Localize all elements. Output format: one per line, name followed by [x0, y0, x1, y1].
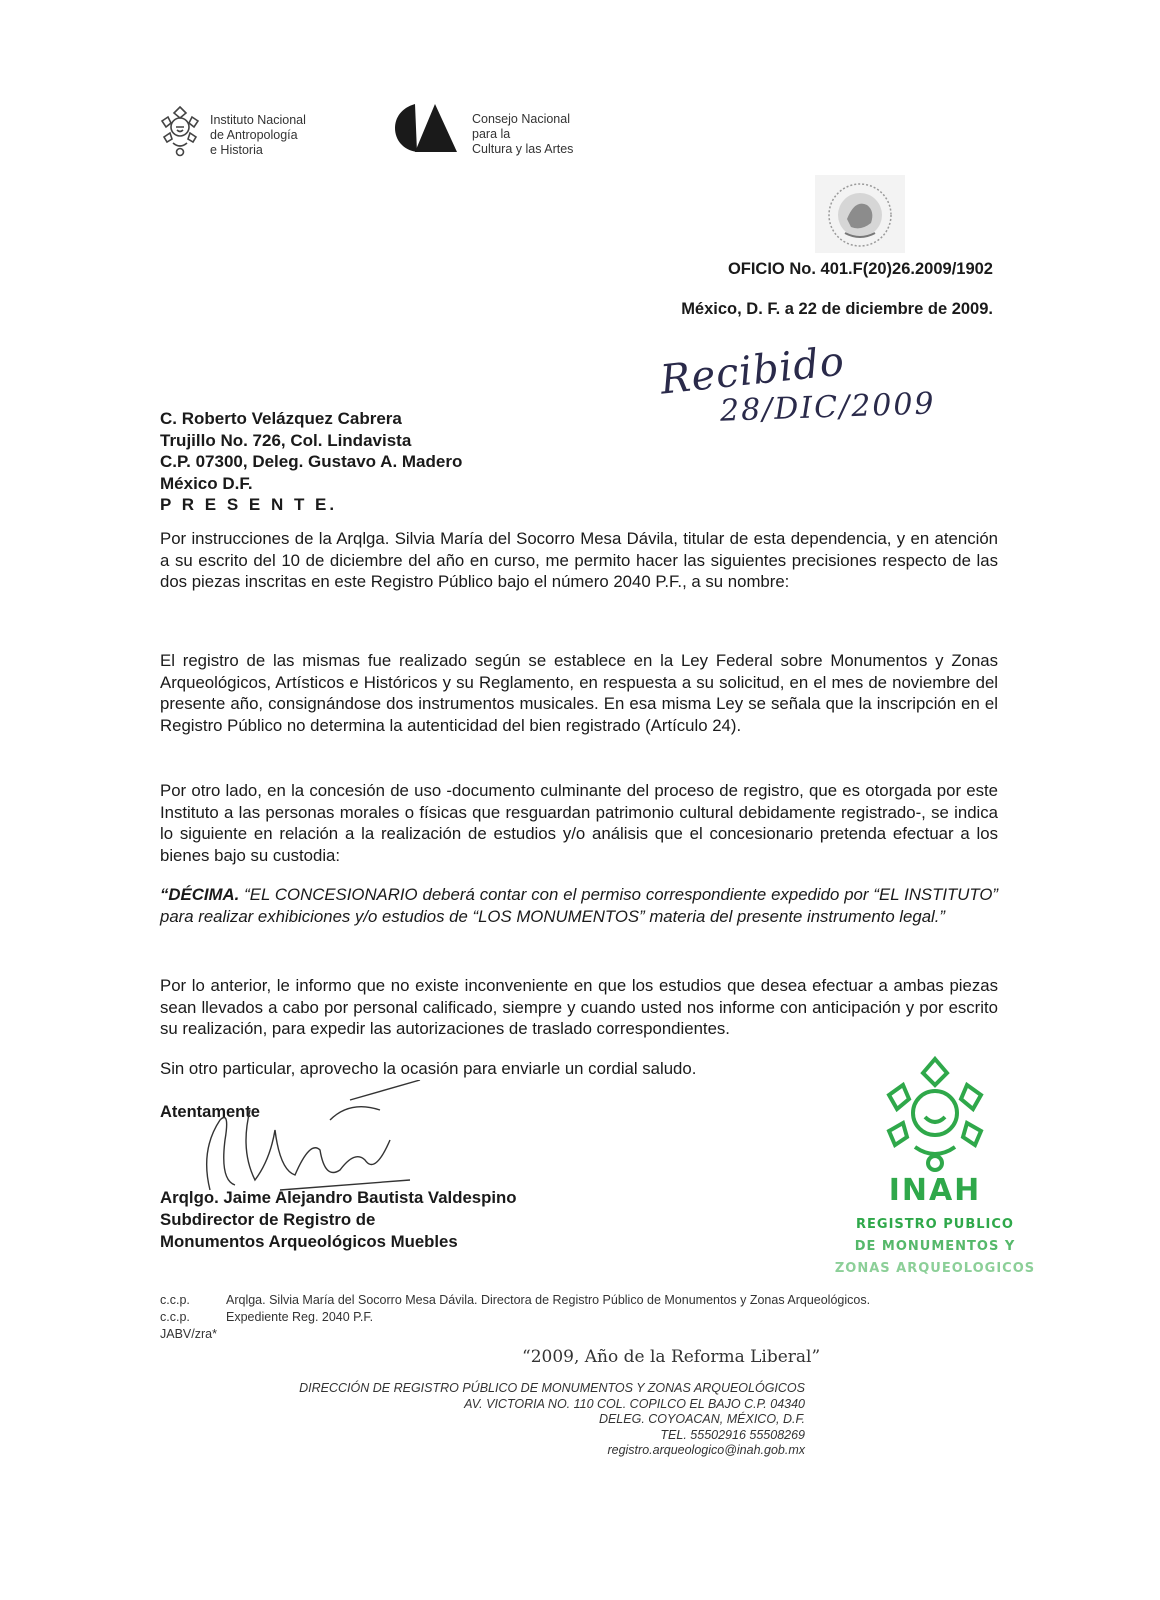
- ccp-line: c.c.p. Expediente Reg. 2040 P.F.: [160, 1310, 374, 1324]
- mexico-seal-icon: [815, 175, 905, 253]
- recipient-line: C. Roberto Velázquez Cabrera: [160, 409, 402, 428]
- signature-icon: [180, 1080, 440, 1200]
- paragraph-2: El registro de las mismas fue realizado según se establece en la Ley Federal sobre Monumentos y Zonas Arqueológicos, Artísticos e Históricos y su Reglamento, en respuesta a su solicitud, en el mes de noviembre del presente año, consignándose dos instrumentos musicales. En esa misma Ley se señala que la inscripción en el Registro Público no determina la autenticidad del bien registrado (Artículo 24).: [160, 651, 998, 735]
- signer-block: [160, 1187, 517, 1253]
- paragraph-3: Por otro lado, en la concesión de uso -documento culminante del proceso de registro, que es otorgada por este Instituto a las personas morales o físicas que resguardan patrimonio cultural debidamente registrado-, se indica lo siguiente en relación a la realización de estudios y/o análisis que el concesionario pretenda efectuar a los bienes bajo su custodia:: [160, 781, 998, 865]
- stamp-line: ZONAS ARQUEOLOGICOS: [834, 1261, 1036, 1276]
- footer-address: DIRECCIÓN DE REGISTRO PÚBLICO DE MONUMENTOS Y ZONAS ARQUEOLÓGICOS AV. VICTORIA NO. 110 COL. COPILCO EL BAJO C.P. 04340 DELEG. COYOACAN, MÉXICO, D.F. TEL. 55502916 55508269 registro.arqueologico@inah.gob.mx: [299, 1381, 805, 1457]
- signer-name: Arqlgo. Jaime Alejandro Bautista Valdespino: [160, 1188, 517, 1207]
- paragraph-1: Por instrucciones de la Arqlga. Silvia María del Socorro Mesa Dávila, titular de esta dependencia, y en atención a su escrito del 10 de diciembre del año en curso, me permito hacer las siguientes precisiones respecto de las dos piezas inscritas en este Registro Público bajo el número 2040 P.F., a su nombre:: [160, 529, 998, 592]
- year-motto: “2009, Año de la Reforma Liberal”: [522, 1347, 821, 1367]
- footer-email[interactable]: registro.arqueologico@inah.gob.mx: [607, 1443, 805, 1457]
- handwritten-received-date: 28/DIC/2009: [719, 386, 937, 429]
- signer-title: Monumentos Arqueológicos Muebles: [160, 1232, 458, 1251]
- paragraph-5: Por lo anterior, le informo que no existe inconveniente en que los estudios que desea efectuar a ambas piezas sean llevados a cabo por personal calificado, siempre y cuando usted nos informe con anticipación y por escrito su realización, para expedir las autorizaciones de traslado correspondientes.: [160, 976, 998, 1039]
- recipient-line: C.P. 07300, Deleg. Gustavo A. Madero: [160, 452, 463, 471]
- recipient-block: [160, 408, 462, 516]
- presente: P R E S E N T E.: [160, 495, 338, 514]
- clause-text: “EL CONCESIONARIO deberá contar con el permiso correspondiente expedido por “EL INSTITUTO” para realizar exhibiciones y/o estudios de “LOS MONUMENTOS” materia del presente instrumento legal.”: [160, 885, 998, 926]
- inah-logo-icon: [158, 105, 202, 157]
- stamp-emblem-icon: [875, 1055, 995, 1173]
- ccp-line: c.c.p. Arqlga. Silvia María del Socorro Mesa Dávila. Directora de Registro Público de Monumentos y Zonas Arqueológicos.: [160, 1293, 871, 1307]
- oficio-number: OFICIO No. 401.F(20)26.2009/1902: [727, 260, 993, 278]
- stamp-line: DE MONUMENTOS Y: [854, 1239, 1016, 1254]
- recipient-line: México D.F.: [160, 473, 253, 493]
- initials: JABV/zra*: [160, 1327, 217, 1341]
- inah-registry-stamp: [830, 1055, 1040, 1275]
- stamp-title: INAH: [888, 1173, 982, 1208]
- cnca-logo-text: Consejo Nacional para la Cultura y las Artes: [472, 112, 574, 156]
- letter-date: México, D. F. a 22 de diciembre de 2009.: [681, 300, 993, 318]
- recipient-line: Trujillo No. 726, Col. Lindavista: [160, 430, 412, 450]
- handwritten-received: Recibido: [658, 338, 847, 404]
- stamp-line: REGISTRO PUBLICO: [856, 1217, 1014, 1232]
- inah-logo-text: Instituto Nacional de Antropología e Historia: [210, 113, 306, 157]
- cnca-logo-icon: [393, 102, 457, 154]
- signer-title: Subdirector de Registro de: [160, 1210, 376, 1229]
- closing: Atentamente: [160, 1103, 260, 1121]
- quoted-clause: [160, 884, 998, 927]
- paragraph-6: Sin otro particular, aprovecho la ocasión para enviarle un cordial saludo.: [160, 1059, 697, 1078]
- clause-lead: “DÉCIMA.: [160, 885, 240, 904]
